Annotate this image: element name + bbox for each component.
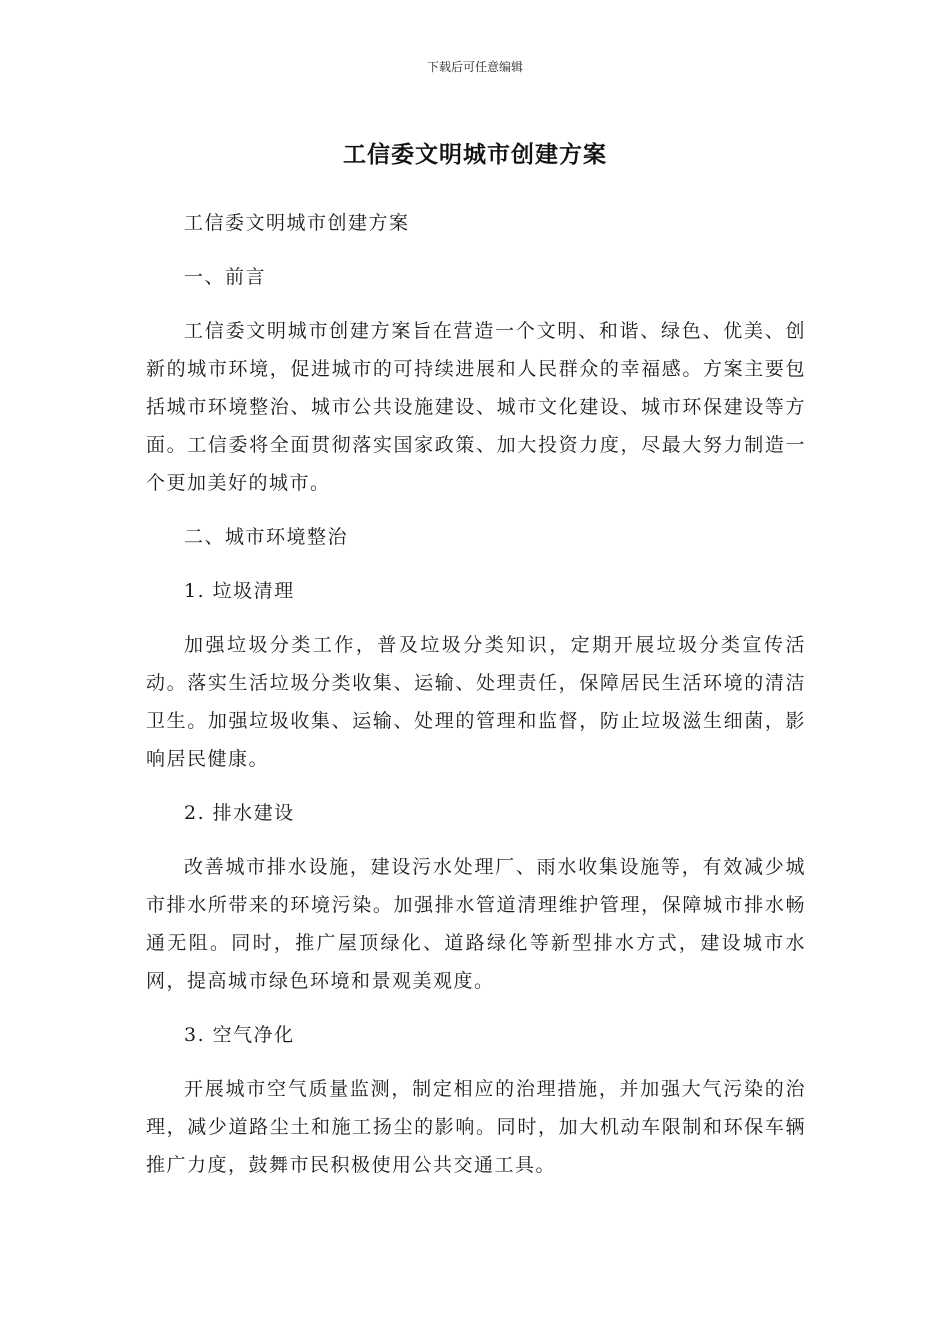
header-note: 下载后可任意编辑 xyxy=(426,60,523,74)
paragraph-air: 开展城市空气质量监测，制定相应的治理措施，并加强大气污染的治理，减少道路尘土和施工扬尘的影响。同时，加大机动车限制和环保车辆推广力度，鼓舞市民积极使用公共交通工具。 xyxy=(146,1078,806,1176)
paragraph-garbage: 加强垃圾分类工作，普及垃圾分类知识，定期开展垃圾分类宣传活动。落实生活垃圾分类收集、运输、处理责任，保障居民生活环境的清洁卫生。加强垃圾收集、运输、处理的管理和监督，防止垃圾滋生细菌，影响居民健康。 xyxy=(146,634,806,770)
section-heading-preface: 一、前言 xyxy=(184,266,267,288)
paragraph-drainage: 改善城市排水设施，建设污水处理厂、雨水收集设施等，有效减少城市排水所带来的环境污染。加强排水管道清理维护管理，保障城市排水畅通无阻。同时，推广屋顶绿化、道路绿化等新型排水方式，建设城市水网，提高城市绿色环境和景观美观度。 xyxy=(146,856,806,992)
subtitle-heading: 工信委文明城市创建方案 xyxy=(184,212,410,234)
section-heading-environment: 二、城市环境整治 xyxy=(184,526,349,548)
paragraph-preface: 工信委文明城市创建方案旨在营造一个文明、和谐、绿色、优美、创新的城市环境，促进城市的可持续进展和人民群众的幸福感。方案主要包括城市环境整治、城市公共设施建设、城市文化建设、城市环保建设等方面。工信委将全面贯彻落实国家政策、加大投资力度，尽最大努力制造一个更加美好的城市。 xyxy=(146,320,806,494)
subsection-heading-garbage: 1. 垃圾清理 xyxy=(184,580,295,602)
subsection-heading-drainage: 2. 排水建设 xyxy=(184,802,295,824)
document-body xyxy=(146,204,806,1200)
subsection-heading-air: 3. 空气净化 xyxy=(184,1024,295,1046)
document-title: 工信委文明城市创建方案 xyxy=(343,142,607,168)
